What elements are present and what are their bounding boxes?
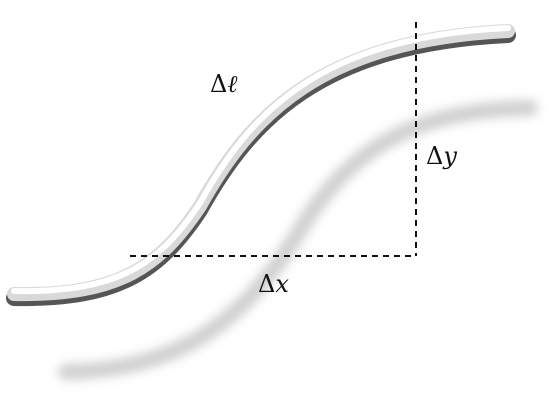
curve-shadow — [66, 108, 530, 372]
delta-symbol: Δ — [426, 142, 444, 170]
delta-y-label — [426, 144, 457, 168]
delta-symbol: Δ — [258, 270, 276, 298]
arc-length-label — [210, 72, 237, 96]
delta-x-label — [258, 272, 289, 296]
x-variable: x — [275, 270, 289, 298]
delta-symbol: Δ — [210, 70, 228, 98]
ell-variable: ℓ — [227, 70, 238, 98]
y-variable: y — [443, 142, 457, 170]
